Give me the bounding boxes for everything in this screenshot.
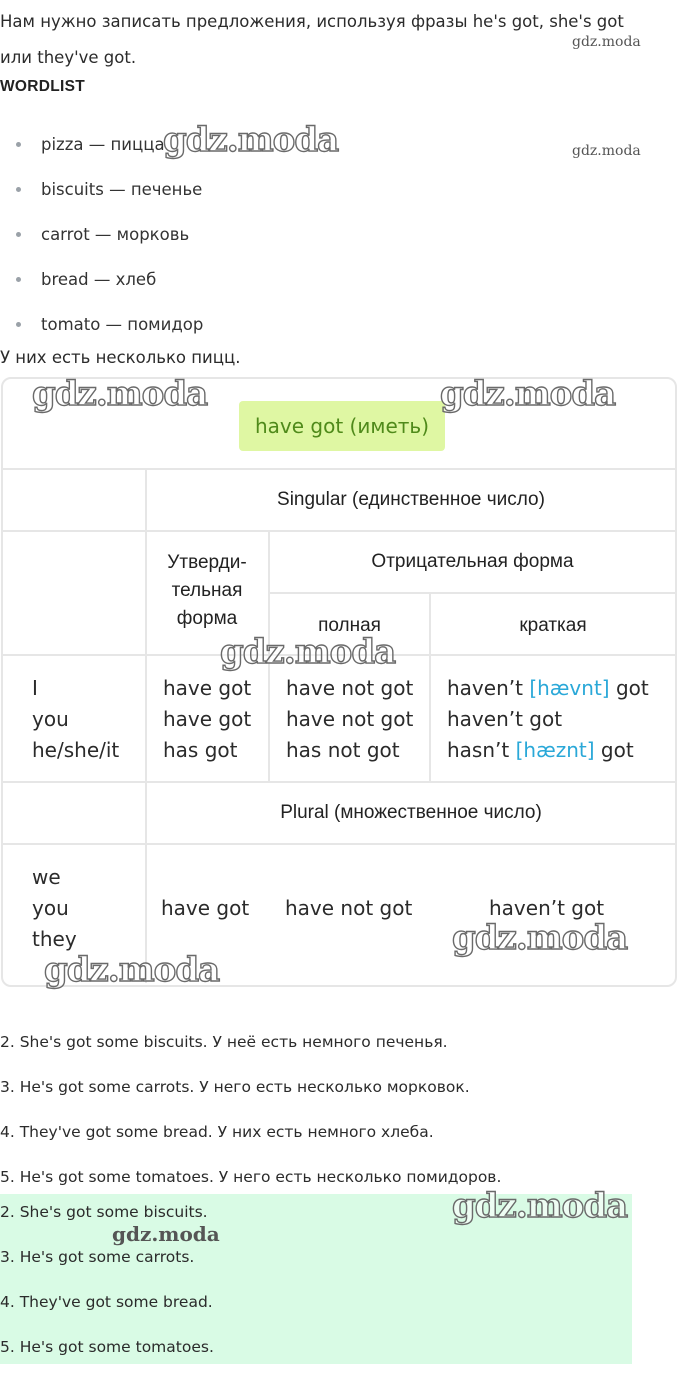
list-item: tomato — помидор <box>0 302 203 347</box>
list-item: biscuits — печенье <box>0 167 203 212</box>
full-header: полная <box>318 615 381 636</box>
divider <box>3 781 675 783</box>
example-line: 5. He's got some tomatoes. У него есть несколько помидоров. <box>0 1168 502 1186</box>
watermark: gdz.moda <box>163 120 339 160</box>
transcription: [hævnt] <box>529 676 610 700</box>
singular-negative-full: have not got have not got has not got <box>286 676 414 762</box>
divider <box>3 468 675 470</box>
divider <box>270 592 675 594</box>
singular-pronouns: I you he/she/it <box>32 676 120 762</box>
transcription: [hæznt] <box>515 738 595 762</box>
divider <box>145 468 147 983</box>
answer-line: 2. She's got some biscuits. <box>0 1203 208 1221</box>
wordlist-title: WORDLIST <box>0 78 86 95</box>
example-line: 3. He's got some carrots. У него есть несколько морковок. <box>0 1078 470 1096</box>
watermark: gdz.moda <box>572 34 641 50</box>
watermark: gdz.moda <box>220 632 396 672</box>
plural-affirmative: have got <box>161 896 250 920</box>
bullet-icon <box>16 322 21 327</box>
watermark: gdz.moda <box>572 143 641 159</box>
first-sentence: У них есть несколько пицц. <box>0 348 241 367</box>
answer-line: 4. They've got some bread. <box>0 1293 213 1311</box>
divider <box>3 530 675 532</box>
answer-line: 3. He's got some carrots. <box>0 1248 195 1266</box>
example-line: 2. She's got some biscuits. У неё есть немного печенья. <box>0 1033 448 1051</box>
list-item: pizza — пицца <box>0 122 203 167</box>
example-line: 4. They've got some bread. У них есть немного хлеба. <box>0 1123 434 1141</box>
divider <box>3 843 675 845</box>
watermark: gdz.moda <box>440 374 616 414</box>
watermark: gdz.moda <box>452 1186 628 1226</box>
list-item: carrot — морковь <box>0 212 203 257</box>
plural-pronouns: we you they <box>32 865 77 951</box>
bullet-icon <box>16 277 21 282</box>
table-title: have got (иметь) <box>239 401 445 451</box>
short-header: краткая <box>519 615 587 636</box>
grammar-table <box>1 377 677 987</box>
watermark: gdz.moda <box>32 374 208 414</box>
bullet-icon <box>16 232 21 237</box>
singular-negative-short: haven’t [hævnt] got haven’t got hasn’t [hæznt] got <box>447 676 649 762</box>
bullet-icon <box>16 142 21 147</box>
watermark: gdz.moda <box>44 950 220 990</box>
watermark: gdz.moda <box>452 918 628 958</box>
watermark: gdz.moda <box>112 1222 220 1246</box>
intro-text: Нам нужно записать предложения, используя фразы he's got, she's got или they've got. <box>0 12 624 67</box>
plural-negative-short: haven’t got <box>489 896 605 920</box>
answer-line: 5. He's got some tomatoes. <box>0 1338 214 1356</box>
singular-affirmative: have got have got has got <box>163 676 252 762</box>
examples <box>0 1030 501 1210</box>
negative-header: Отрицательная форма <box>371 551 574 572</box>
bullet-icon <box>16 187 21 192</box>
list-item: bread — хлеб <box>0 257 203 302</box>
affirmative-header: Утверди-тельная форма <box>167 552 247 629</box>
singular-header: Singular (единственное число) <box>277 489 545 510</box>
plural-negative-full: have not got <box>285 896 413 920</box>
plural-header: Plural (множественное число) <box>280 802 542 823</box>
